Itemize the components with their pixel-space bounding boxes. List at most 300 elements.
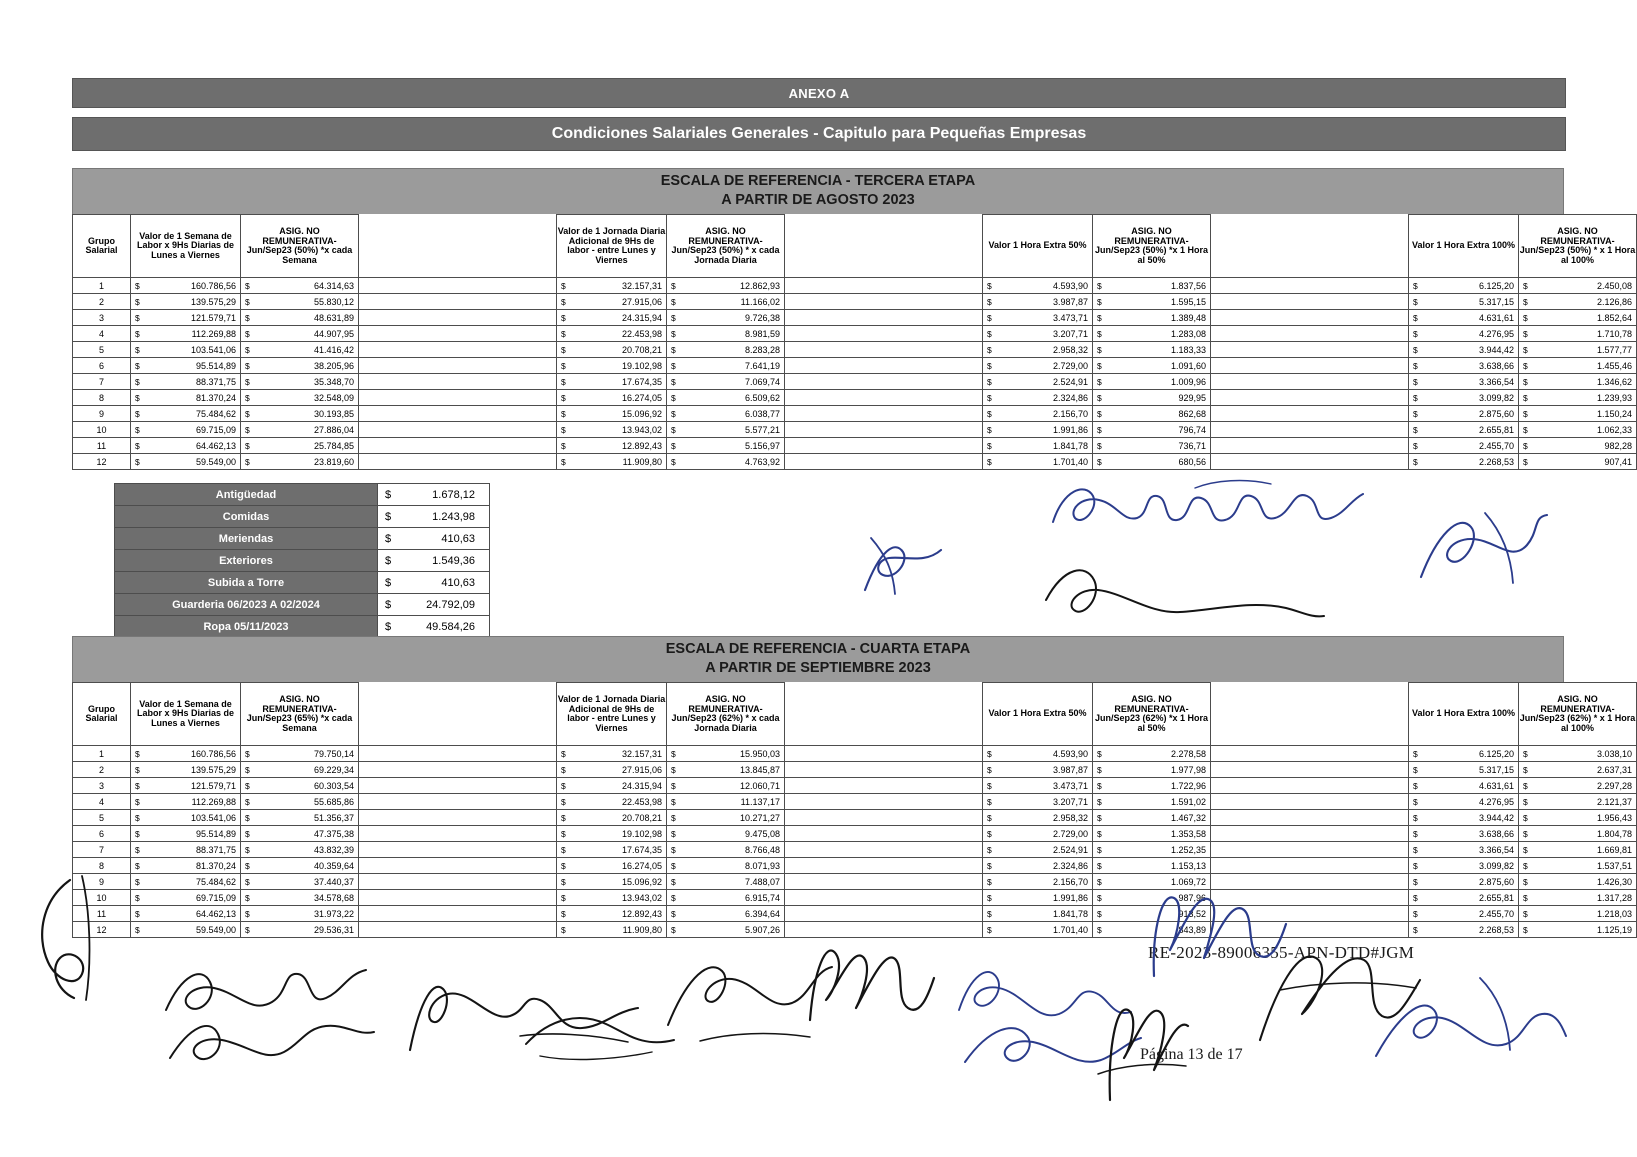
document-code: RE-2023-89006355-APN-DTD#JGM: [1148, 943, 1415, 962]
th-hora50: Valor 1 Hora Extra 50%: [983, 215, 1093, 278]
concept-value: $ 49.584,26: [378, 616, 490, 638]
th-hora100: Valor 1 Hora Extra 100%: [1409, 215, 1519, 278]
cell-asig-hora50: $ 796,74: [1093, 422, 1211, 438]
cell-semana: $ 88.371,75: [131, 374, 241, 390]
th-asig-hora100: ASIG. NO REMUNERATIVA- Jun/Sep23 (50%) * x 1 Hora al 100%: [1519, 215, 1637, 278]
cell-jornada: $ 12.892,43: [557, 438, 667, 454]
table-row: [73, 874, 1637, 890]
cell-asig-hora100: $ 1.125,19: [1519, 922, 1637, 938]
concept-value: $ 1.549,36: [378, 550, 490, 572]
cell-asig-jornada: $ 8.071,93: [667, 858, 785, 874]
th-semana: Valor de 1 Semana de Labor x 9Hs Diarias de Lunes a Viernes: [131, 683, 241, 746]
cell-hora100: $ 3.366,54: [1409, 374, 1519, 390]
cell-semana: $ 95.514,89: [131, 358, 241, 374]
cell-spacer: [1211, 874, 1409, 890]
cell-hora100: $ 2.875,60: [1409, 874, 1519, 890]
cell-jornada: $ 24.315,94: [557, 778, 667, 794]
th-asig-semana: ASIG. NO REMUNERATIVA- Jun/Sep23 (50%) *x cada Semana: [241, 215, 359, 278]
cell-asig-semana: $ 64.314,63: [241, 278, 359, 294]
th-asig-hora50: ASIG. NO REMUNERATIVA- Jun/Sep23 (50%) *x 1 Hora al 50%: [1093, 215, 1211, 278]
cell-grupo: 2: [73, 762, 131, 778]
table-row: [73, 374, 1637, 390]
cell-spacer: [785, 842, 983, 858]
cell-grupo: 2: [73, 294, 131, 310]
table-row: [73, 422, 1637, 438]
table-row: [73, 890, 1637, 906]
cell-spacer: [785, 794, 983, 810]
cell-spacer: [1211, 422, 1409, 438]
cell-jornada: $ 19.102,98: [557, 826, 667, 842]
cell-grupo: 9: [73, 874, 131, 890]
cell-jornada: $ 22.453,98: [557, 326, 667, 342]
cell-asig-hora50: $ 913,52: [1093, 906, 1211, 922]
cell-asig-jornada: $ 11.166,02: [667, 294, 785, 310]
cell-semana: $ 139.575,29: [131, 294, 241, 310]
cell-hora100: $ 3.099,82: [1409, 858, 1519, 874]
cell-asig-semana: $ 44.907,95: [241, 326, 359, 342]
cell-grupo: 12: [73, 922, 131, 938]
cell-spacer: [1211, 810, 1409, 826]
cell-spacer: [785, 294, 983, 310]
cell-hora50: $ 1.991,86: [983, 890, 1093, 906]
cell-asig-jornada: $ 11.137,17: [667, 794, 785, 810]
cell-grupo: 6: [73, 358, 131, 374]
concept-value: $ 1.678,12: [378, 484, 490, 506]
cell-spacer: [785, 874, 983, 890]
cell-asig-hora50: $ 1.467,32: [1093, 810, 1211, 826]
cell-asig-jornada: $ 7.069,74: [667, 374, 785, 390]
concept-label: Exteriores: [115, 550, 378, 572]
cell-grupo: 3: [73, 778, 131, 794]
scale-table-cuarta: [72, 682, 1637, 938]
cell-jornada: $ 11.909,80: [557, 454, 667, 470]
th-hora100: Valor 1 Hora Extra 100%: [1409, 683, 1519, 746]
cell-grupo: 5: [73, 342, 131, 358]
cell-grupo: 8: [73, 390, 131, 406]
cell-asig-hora50: $ 929,95: [1093, 390, 1211, 406]
cell-asig-hora100: $ 982,28: [1519, 438, 1637, 454]
concept-row: [115, 572, 490, 594]
conditions-banner: Condiciones Salariales Generales - Capitulo para Pequeñas Empresas: [72, 117, 1566, 151]
th-spacer-3: [1211, 215, 1409, 278]
cell-hora50: $ 3.473,71: [983, 310, 1093, 326]
cell-grupo: 3: [73, 310, 131, 326]
cell-semana: $ 75.484,62: [131, 406, 241, 422]
cell-grupo: 4: [73, 326, 131, 342]
cell-spacer: [359, 342, 557, 358]
cell-asig-hora100: $ 2.450,08: [1519, 278, 1637, 294]
cell-asig-jornada: $ 6.394,64: [667, 906, 785, 922]
cell-spacer: [785, 278, 983, 294]
cell-jornada: $ 15.096,92: [557, 874, 667, 890]
cell-hora50: $ 4.593,90: [983, 746, 1093, 762]
cell-grupo: 11: [73, 906, 131, 922]
table-row: [73, 326, 1637, 342]
cell-hora100: $ 2.268,53: [1409, 454, 1519, 470]
cell-asig-jornada: $ 13.845,87: [667, 762, 785, 778]
cell-grupo: 4: [73, 794, 131, 810]
cell-asig-hora100: $ 1.317,28: [1519, 890, 1637, 906]
cell-spacer: [1211, 358, 1409, 374]
cell-semana: $ 88.371,75: [131, 842, 241, 858]
cell-asig-hora100: $ 907,41: [1519, 454, 1637, 470]
cell-semana: $ 139.575,29: [131, 762, 241, 778]
th-grupo: Grupo Salarial: [73, 215, 131, 278]
cell-hora100: $ 3.366,54: [1409, 842, 1519, 858]
cell-spacer: [785, 890, 983, 906]
table-row: [73, 842, 1637, 858]
cell-spacer: [1211, 278, 1409, 294]
cell-hora50: $ 3.987,87: [983, 762, 1093, 778]
cell-hora100: $ 5.317,15: [1409, 294, 1519, 310]
cell-spacer: [1211, 762, 1409, 778]
cell-spacer: [359, 794, 557, 810]
cell-spacer: [1211, 826, 1409, 842]
scale-block-cuarta-etapa: [72, 636, 1636, 938]
cell-hora50: $ 3.987,87: [983, 294, 1093, 310]
cell-asig-semana: $ 55.685,86: [241, 794, 359, 810]
cell-spacer: [359, 762, 557, 778]
cell-hora50: $ 2.524,91: [983, 842, 1093, 858]
cell-hora50: $ 2.156,70: [983, 406, 1093, 422]
table-header-row: [73, 215, 1637, 278]
cell-asig-jornada: $ 7.641,19: [667, 358, 785, 374]
cell-asig-semana: $ 31.973,22: [241, 906, 359, 922]
cell-asig-hora100: $ 3.038,10: [1519, 746, 1637, 762]
th-jornada: Valor de 1 Jornada Diaria Adicional de 9Hs de labor - entre Lunes y Viernes: [557, 215, 667, 278]
table-row: [73, 406, 1637, 422]
cell-asig-hora50: $ 1.283,08: [1093, 326, 1211, 342]
cell-asig-semana: $ 29.536,31: [241, 922, 359, 938]
cell-asig-hora50: $ 1.183,33: [1093, 342, 1211, 358]
anexo-banner: ANEXO A: [72, 78, 1566, 108]
cell-spacer: [1211, 406, 1409, 422]
cell-grupo: 8: [73, 858, 131, 874]
cell-spacer: [785, 922, 983, 938]
cell-asig-jornada: $ 15.950,03: [667, 746, 785, 762]
cell-semana: $ 121.579,71: [131, 778, 241, 794]
scale-title-line2: A PARTIR DE AGOSTO 2023: [721, 192, 915, 208]
cell-jornada: $ 22.453,98: [557, 794, 667, 810]
table-row: [73, 794, 1637, 810]
cell-spacer: [1211, 906, 1409, 922]
cell-hora50: $ 3.207,71: [983, 794, 1093, 810]
cell-spacer: [1211, 454, 1409, 470]
cell-asig-hora50: $ 1.389,48: [1093, 310, 1211, 326]
cell-asig-semana: $ 60.303,54: [241, 778, 359, 794]
cell-asig-semana: $ 34.578,68: [241, 890, 359, 906]
cell-asig-hora50: $ 862,68: [1093, 406, 1211, 422]
cell-semana: $ 103.541,06: [131, 810, 241, 826]
cell-asig-hora100: $ 1.577,77: [1519, 342, 1637, 358]
cell-spacer: [785, 762, 983, 778]
cell-asig-semana: $ 41.416,42: [241, 342, 359, 358]
cell-spacer: [359, 842, 557, 858]
cell-hora100: $ 4.276,95: [1409, 794, 1519, 810]
cell-hora50: $ 3.207,71: [983, 326, 1093, 342]
th-spacer-2: [785, 683, 983, 746]
cell-grupo: 10: [73, 422, 131, 438]
cell-asig-hora100: $ 2.297,28: [1519, 778, 1637, 794]
cell-jornada: $ 15.096,92: [557, 406, 667, 422]
concept-value: $ 1.243,98: [378, 506, 490, 528]
cell-jornada: $ 11.909,80: [557, 922, 667, 938]
cell-jornada: $ 13.943,02: [557, 422, 667, 438]
cell-jornada: $ 17.674,35: [557, 842, 667, 858]
cell-hora50: $ 1.701,40: [983, 454, 1093, 470]
cell-asig-semana: $ 51.356,37: [241, 810, 359, 826]
cell-grupo: 11: [73, 438, 131, 454]
cell-asig-hora100: $ 1.346,62: [1519, 374, 1637, 390]
cell-spacer: [785, 342, 983, 358]
cell-grupo: 9: [73, 406, 131, 422]
cell-asig-hora50: $ 1.977,98: [1093, 762, 1211, 778]
cell-semana: $ 121.579,71: [131, 310, 241, 326]
cell-asig-jornada: $ 5.577,21: [667, 422, 785, 438]
cell-asig-hora50: $ 736,71: [1093, 438, 1211, 454]
scale-title-line2: A PARTIR DE SEPTIEMBRE 2023: [705, 660, 931, 676]
cell-hora50: $ 4.593,90: [983, 278, 1093, 294]
cell-hora100: $ 2.268,53: [1409, 922, 1519, 938]
cell-asig-jornada: $ 8.981,59: [667, 326, 785, 342]
cell-spacer: [359, 358, 557, 374]
cell-asig-jornada: $ 5.907,26: [667, 922, 785, 938]
cell-jornada: $ 12.892,43: [557, 906, 667, 922]
table-row: [73, 342, 1637, 358]
concept-row: [115, 594, 490, 616]
cell-spacer: [785, 858, 983, 874]
scale-title-tercera: [72, 168, 1564, 214]
cell-spacer: [359, 858, 557, 874]
cell-spacer: [785, 390, 983, 406]
cell-spacer: [359, 310, 557, 326]
cell-asig-hora100: $ 1.150,24: [1519, 406, 1637, 422]
concept-label: Meriendas: [115, 528, 378, 550]
cell-asig-jornada: $ 6.509,62: [667, 390, 785, 406]
cell-hora50: $ 1.701,40: [983, 922, 1093, 938]
cell-asig-semana: $ 23.819,60: [241, 454, 359, 470]
concept-value: $ 410,63: [378, 572, 490, 594]
cell-spacer: [359, 454, 557, 470]
cell-asig-semana: $ 25.784,85: [241, 438, 359, 454]
cell-asig-semana: $ 55.830,12: [241, 294, 359, 310]
cell-hora50: $ 2.324,86: [983, 390, 1093, 406]
cell-asig-hora100: $ 1.218,03: [1519, 906, 1637, 922]
cell-grupo: 6: [73, 826, 131, 842]
scale-table-tercera: [72, 214, 1637, 470]
th-jornada: Valor de 1 Jornada Diaria Adicional de 9Hs de labor - entre Lunes y Viernes: [557, 683, 667, 746]
concept-row: [115, 616, 490, 638]
concept-label: Ropa 05/11/2023: [115, 616, 378, 638]
cell-asig-semana: $ 27.886,04: [241, 422, 359, 438]
cell-jornada: $ 19.102,98: [557, 358, 667, 374]
cell-semana: $ 81.370,24: [131, 390, 241, 406]
cell-hora50: $ 1.991,86: [983, 422, 1093, 438]
concept-label: Subida a Torre: [115, 572, 378, 594]
th-spacer-1: [359, 683, 557, 746]
th-asig-semana: ASIG. NO REMUNERATIVA- Jun/Sep23 (65%) *x cada Semana: [241, 683, 359, 746]
concepts-table: [114, 483, 490, 638]
cell-hora100: $ 4.631,61: [1409, 778, 1519, 794]
cell-semana: $ 59.549,00: [131, 454, 241, 470]
cell-spacer: [359, 874, 557, 890]
cell-spacer: [1211, 326, 1409, 342]
cell-asig-hora50: $ 987,96: [1093, 890, 1211, 906]
cell-spacer: [1211, 342, 1409, 358]
table-row: [73, 922, 1637, 938]
cell-hora100: $ 3.944,42: [1409, 810, 1519, 826]
cell-hora100: $ 2.455,70: [1409, 438, 1519, 454]
cell-hora50: $ 1.841,78: [983, 906, 1093, 922]
cell-asig-semana: $ 35.348,70: [241, 374, 359, 390]
cell-hora50: $ 2.958,32: [983, 810, 1093, 826]
signature-ink: [1370, 960, 1570, 1080]
cell-grupo: 1: [73, 278, 131, 294]
cell-semana: $ 95.514,89: [131, 826, 241, 842]
table-row: [73, 294, 1637, 310]
cell-jornada: $ 32.157,31: [557, 746, 667, 762]
scale-title-line1: ESCALA DE REFERENCIA - CUARTA ETAPA: [665, 641, 971, 657]
signature-ink: [1415, 505, 1565, 595]
signature-ink: [1040, 560, 1330, 630]
cell-asig-semana: $ 40.359,64: [241, 858, 359, 874]
concept-label: Antigüedad: [115, 484, 378, 506]
cell-asig-semana: $ 37.440,37: [241, 874, 359, 890]
cell-jornada: $ 16.274,05: [557, 390, 667, 406]
concept-row: [115, 506, 490, 528]
cell-hora100: $ 2.455,70: [1409, 906, 1519, 922]
cell-asig-jornada: $ 4.763,92: [667, 454, 785, 470]
cell-hora100: $ 4.276,95: [1409, 326, 1519, 342]
cell-hora100: $ 3.638,66: [1409, 826, 1519, 842]
cell-asig-hora100: $ 1.062,33: [1519, 422, 1637, 438]
cell-hora100: $ 4.631,61: [1409, 310, 1519, 326]
th-semana: Valor de 1 Semana de Labor x 9Hs Diarias de Lunes a Viernes: [131, 215, 241, 278]
cell-grupo: 7: [73, 842, 131, 858]
table-row: [73, 778, 1637, 794]
cell-asig-jornada: $ 5.156,97: [667, 438, 785, 454]
table-header-row: [73, 683, 1637, 746]
cell-asig-semana: $ 48.631,89: [241, 310, 359, 326]
cell-spacer: [359, 746, 557, 762]
cell-spacer: [1211, 778, 1409, 794]
cell-hora100: $ 5.317,15: [1409, 762, 1519, 778]
cell-asig-hora100: $ 2.121,37: [1519, 794, 1637, 810]
th-spacer-3: [1211, 683, 1409, 746]
cell-grupo: 10: [73, 890, 131, 906]
cell-asig-hora50: $ 1.091,60: [1093, 358, 1211, 374]
cell-asig-hora100: $ 2.637,31: [1519, 762, 1637, 778]
cell-spacer: [1211, 794, 1409, 810]
cell-grupo: 1: [73, 746, 131, 762]
cell-asig-hora50: $ 843,89: [1093, 922, 1211, 938]
table-row: [73, 310, 1637, 326]
cell-asig-hora100: $ 1.669,81: [1519, 842, 1637, 858]
table-row: [73, 762, 1637, 778]
concept-row: [115, 528, 490, 550]
cell-asig-hora50: $ 1.009,96: [1093, 374, 1211, 390]
th-hora50: Valor 1 Hora Extra 50%: [983, 683, 1093, 746]
th-spacer-2: [785, 215, 983, 278]
cell-spacer: [359, 374, 557, 390]
cell-asig-hora50: $ 1.722,96: [1093, 778, 1211, 794]
cell-spacer: [359, 422, 557, 438]
cell-asig-semana: $ 43.832,39: [241, 842, 359, 858]
cell-asig-hora100: $ 2.126,86: [1519, 294, 1637, 310]
cell-spacer: [785, 438, 983, 454]
cell-asig-hora100: $ 1.537,51: [1519, 858, 1637, 874]
cell-jornada: $ 32.157,31: [557, 278, 667, 294]
cell-hora50: $ 2.156,70: [983, 874, 1093, 890]
table-row: [73, 438, 1637, 454]
cell-asig-semana: $ 38.205,96: [241, 358, 359, 374]
signature-ink: [160, 940, 380, 1070]
th-asig-jornada: ASIG. NO REMUNERATIVA- Jun/Sep23 (62%) * x cada Jornada Diaria: [667, 683, 785, 746]
th-grupo: Grupo Salarial: [73, 683, 131, 746]
cell-spacer: [359, 326, 557, 342]
table-row: [73, 454, 1637, 470]
cell-asig-hora100: $ 1.804,78: [1519, 826, 1637, 842]
cell-spacer: [1211, 438, 1409, 454]
cell-asig-hora100: $ 1.852,64: [1519, 310, 1637, 326]
signature-ink: [660, 945, 840, 1055]
cell-semana: $ 160.786,56: [131, 746, 241, 762]
cell-spacer: [1211, 890, 1409, 906]
table-row: [73, 858, 1637, 874]
th-asig-jornada: ASIG. NO REMUNERATIVA- Jun/Sep23 (50%) * x cada Jornada Diaria: [667, 215, 785, 278]
cell-semana: $ 112.269,88: [131, 326, 241, 342]
cell-hora100: $ 3.638,66: [1409, 358, 1519, 374]
scale-title-line1: ESCALA DE REFERENCIA - TERCERA ETAPA: [660, 173, 976, 189]
signature-ink: [945, 950, 1145, 1080]
cell-asig-hora50: $ 1.591,02: [1093, 794, 1211, 810]
cell-semana: $ 64.462,13: [131, 438, 241, 454]
cell-asig-hora50: $ 1.353,58: [1093, 826, 1211, 842]
cell-semana: $ 160.786,56: [131, 278, 241, 294]
cell-asig-hora50: $ 680,56: [1093, 454, 1211, 470]
cell-spacer: [1211, 310, 1409, 326]
cell-hora100: $ 3.099,82: [1409, 390, 1519, 406]
cell-asig-hora100: $ 1.455,46: [1519, 358, 1637, 374]
cell-spacer: [1211, 294, 1409, 310]
cell-spacer: [359, 278, 557, 294]
cell-spacer: [785, 826, 983, 842]
cell-hora100: $ 6.125,20: [1409, 746, 1519, 762]
table-row: [73, 390, 1637, 406]
cell-hora50: $ 2.729,00: [983, 826, 1093, 842]
cell-hora50: $ 2.729,00: [983, 358, 1093, 374]
concept-value: $ 24.792,09: [378, 594, 490, 616]
cell-spacer: [359, 810, 557, 826]
cell-asig-semana: $ 47.375,38: [241, 826, 359, 842]
cell-semana: $ 59.549,00: [131, 922, 241, 938]
cell-asig-hora50: $ 1.069,72: [1093, 874, 1211, 890]
cell-spacer: [785, 454, 983, 470]
signature-ink: [855, 520, 985, 610]
cell-jornada: $ 16.274,05: [557, 858, 667, 874]
cell-asig-hora100: $ 1.710,78: [1519, 326, 1637, 342]
table-row: [73, 810, 1637, 826]
cell-semana: $ 69.715,09: [131, 422, 241, 438]
concept-label: Guarderia 06/2023 A 02/2024: [115, 594, 378, 616]
cell-asig-hora50: $ 1.252,35: [1093, 842, 1211, 858]
cell-spacer: [359, 906, 557, 922]
cell-spacer: [359, 390, 557, 406]
cell-hora100: $ 2.655,81: [1409, 890, 1519, 906]
cell-grupo: 12: [73, 454, 131, 470]
table-row: [73, 278, 1637, 294]
cell-semana: $ 75.484,62: [131, 874, 241, 890]
